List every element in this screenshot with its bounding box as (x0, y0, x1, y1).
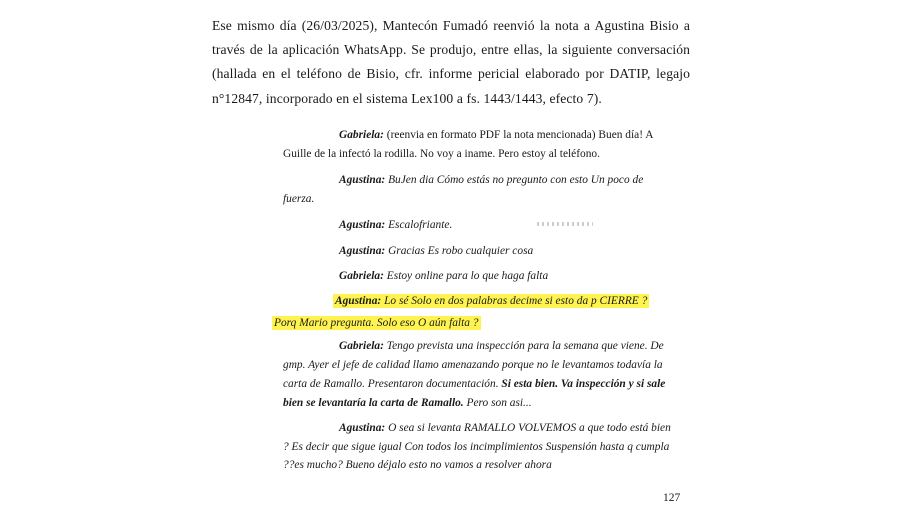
message-text: (reenvia en formato PDF la nota mencionada) Buen día! A (386, 129, 654, 141)
highlighted-message-line (272, 316, 481, 330)
message-text: Estoy online para lo que haga falta (386, 270, 549, 282)
message-text: Escalofriante. (388, 219, 453, 231)
highlighted-message-line (333, 294, 649, 308)
message-text: Tengo prevista una inspección para la semana que viene. De (386, 340, 664, 352)
message-line (339, 128, 653, 142)
speaker-label: Gabriela: (339, 340, 384, 352)
speaker-label: Agustina: (339, 174, 386, 186)
bold-message-text: Si esta bien. Va inspección y si sale (501, 378, 666, 390)
speaker-label: Agustina: (339, 245, 386, 257)
speaker-label: Agustina: (335, 295, 382, 307)
speaker-label: Agustina: (339, 219, 386, 231)
speaker-label: Gabriela: (339, 270, 384, 282)
bold-message-text: bien se levantaría la carta de Ramallo. (283, 397, 464, 409)
message-line (283, 377, 665, 391)
message-text: Porq Mario pregunta. Solo eso O aún falta ? (274, 317, 479, 329)
message-text: Pero son asi... (466, 397, 532, 409)
message-text: O sea si levanta RAMALLO VOLVEMOS a que todo está bien (388, 422, 671, 434)
message-line (339, 173, 679, 187)
message-text: ? Es decir que sigue igual Con todos los incimplimientos Suspensión hasta q cumpla (283, 441, 670, 453)
intro-paragraph: Ese mismo día (26/03/2025), Mantecón Fumadó reenvió la nota a Agustina Bisio a través de la aplicación WhatsApp. Se produjo, entre ellas, la siguiente conversación (hallada en el teléfono de Bisio, cfr. informe pericial elaborado por DATIP, legajo n°12847, incorporado en el sistema Lex100 a fs. 1443/1443, efecto 7). (212, 18, 690, 106)
speaker-label: Agustina: (339, 422, 386, 434)
message-text: Lo sé Solo en dos palabras decime si esto da p CIERRE ? (384, 295, 648, 307)
message-text: ??es mucho? Bueno déjalo esto no vamos a resolver ahora (283, 459, 552, 471)
message-text: gmp. Ayer el jefe de calidad llamo amenazando porque no le levantamos todavía la (283, 359, 663, 371)
message-line (339, 218, 452, 232)
page-number: 127 (663, 492, 681, 504)
message-text: fuerza. (283, 193, 315, 205)
scan-smudge (537, 222, 593, 226)
message-text: carta de Ramallo. Presentaron documentación. (283, 378, 499, 390)
message-line (339, 339, 664, 353)
highlight (333, 294, 649, 308)
message-text: Guille de la infectó la rodilla. No voy a iname. Pero estoy al teléfono. (283, 148, 600, 160)
message-text: BuJen dia Cómo estás no pregunto con esto Un poco de (388, 174, 644, 186)
message-line (339, 244, 533, 258)
message-text: Gracias Es robo cualquier cosa (388, 245, 534, 257)
message-line (339, 269, 548, 283)
message-line (339, 421, 671, 435)
message-line (283, 396, 532, 410)
speaker-label: Gabriela: (339, 129, 384, 141)
